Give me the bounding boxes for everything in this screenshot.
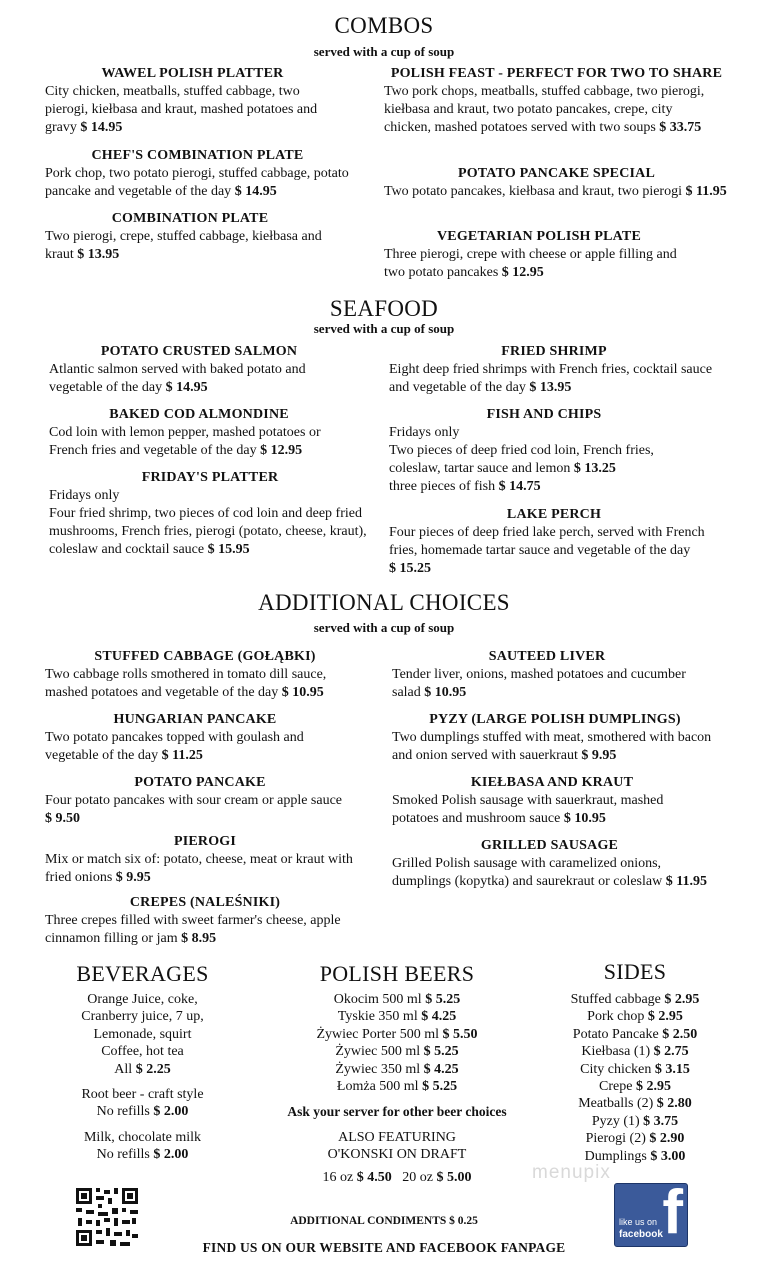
item-desc: Two dumplings stuffed with meat, smothered with bacon and onion served with sauerkraut xyxy=(392,730,712,763)
menu-item xyxy=(392,774,712,828)
item-desc: City chicken, meatballs, stuffed cabbage, two pierogi, kiełbasa and kraut, mashed potatoes and gravy xyxy=(45,84,318,135)
item-desc: Tender liver, onions, mashed potatoes and cucumber salad xyxy=(392,667,686,700)
item-price: $ 14.95 xyxy=(165,380,208,395)
menu-item xyxy=(49,469,371,559)
beverage-line: Cranberry juice, 7 up, xyxy=(81,1009,204,1025)
item-name: POLISH FEAST - PERFECT FOR TWO TO SHARE xyxy=(390,66,723,81)
item-name: WAWEL POLISH PLATTER xyxy=(101,66,284,81)
beer-item xyxy=(272,1008,522,1025)
item-name: VEGETARIAN POLISH PLATE xyxy=(436,229,641,244)
item-name: CREPES (NALEŚNIKI) xyxy=(129,895,281,910)
beer-name: Tyskie 350 ml xyxy=(337,1009,418,1025)
item-name: KIEŁBASA AND KRAUT xyxy=(470,775,634,790)
menu-item xyxy=(45,147,350,201)
facebook-icon: f xyxy=(662,1183,683,1247)
item-price: $ 10.95 xyxy=(563,811,606,826)
side-name: Stuffed cabbage xyxy=(570,992,661,1007)
item-desc: Four potato pancakes with sour cream or apple sauce xyxy=(45,793,343,808)
root-beer-refill: No refills xyxy=(96,1104,150,1120)
item-name: COMBINATION PLATE xyxy=(111,211,269,226)
root-beer-price: $ 2.00 xyxy=(153,1104,189,1120)
item-name: FRIED SHRIMP xyxy=(501,344,607,359)
side-name: Meatballs (2) xyxy=(578,1096,654,1112)
menu-item xyxy=(45,833,365,887)
condiments-note: ADDITIONAL CONDIMENTS $ 0.25 xyxy=(290,1215,478,1227)
side-item xyxy=(530,1043,740,1060)
draft-price-1: $ 4.50 xyxy=(356,1169,392,1185)
facebook-like-badge[interactable] xyxy=(614,1183,688,1247)
beverage-line: Coffee, hot tea xyxy=(101,1044,184,1060)
menu-item xyxy=(45,894,365,948)
draft-size-2: 20 oz xyxy=(402,1169,433,1185)
item-desc: Smoked Polish sausage with sauerkraut, mashed potatoes and mushroom sauce xyxy=(392,793,664,826)
item-name: PYZY (LARGE POLISH DUMPLINGS) xyxy=(429,712,681,727)
draft-size-1: 16 oz xyxy=(322,1169,354,1185)
beer-ask: Ask your server for other beer choices xyxy=(287,1104,507,1120)
beer-name: Okocim 500 ml xyxy=(333,992,422,1007)
item-desc: Two potato pancakes, kiełbasa and kraut, two pierogi xyxy=(384,184,682,199)
beer-item xyxy=(272,991,522,1008)
item-price: $ 14.95 xyxy=(80,120,123,135)
beer-name: Łomża 500 ml xyxy=(336,1079,419,1095)
item-desc: Eight deep fried shrimps with French fries, cocktail sauce and vegetable of the day xyxy=(389,362,713,395)
menu-item xyxy=(45,210,335,264)
item-desc: Mix or match six of: potato, cheese, meat or kraut with fried onions xyxy=(45,852,353,885)
item-name: LAKE PERCH xyxy=(506,507,602,522)
beer-item xyxy=(272,1061,522,1078)
menu-item xyxy=(389,343,719,397)
beverages-list xyxy=(50,991,235,1164)
item-desc: Pork chop, two potato pierogi, stuffed cabbage, potato pancake and vegetable of the day xyxy=(45,166,349,199)
find-us-note: FIND US ON OUR WEBSITE AND FACEBOOK FANPAGE xyxy=(202,1240,566,1255)
root-beer-label: Root beer - craft style xyxy=(81,1087,204,1103)
facebook-word: facebook xyxy=(619,1229,663,1240)
item-name: STUFFED CABBAGE (GOŁĄBKI) xyxy=(94,649,316,664)
draft-prices xyxy=(272,1169,522,1186)
menu-item xyxy=(49,406,349,460)
item-name: BAKED COD ALMONDINE xyxy=(109,407,289,422)
side-item xyxy=(530,1078,740,1095)
item-price: $ 15.25 xyxy=(389,561,431,576)
menu-item xyxy=(45,648,365,702)
item-desc: Four fried shrimp, two pieces of cod loin and deep fried mushrooms, French fries, pierogi (potato, cheese, kraut), coleslaw and cocktail sauce xyxy=(49,506,367,557)
beer-price: $ 5.25 xyxy=(422,1079,458,1095)
item-name: CHEF'S COMBINATION PLATE xyxy=(91,148,304,163)
menu-item xyxy=(45,774,355,828)
side-price: $ 2.90 xyxy=(649,1131,685,1147)
item-desc: Two pork chops, meatballs, stuffed cabbage, two pierogi, kiełbasa and kraut, two potato pancakes, crepe, city chicken, mashed potatoes served with two soups xyxy=(384,84,705,135)
item-desc: Two pierogi, crepe, stuffed cabbage, kiełbasa and kraut xyxy=(45,229,322,262)
item-name: HUNGARIAN PANCAKE xyxy=(113,712,277,727)
menu-item xyxy=(384,65,729,137)
side-item xyxy=(530,1113,740,1130)
sides-title: SIDES xyxy=(603,959,667,984)
item-name: PIEROGI xyxy=(173,834,237,849)
item-desc: Grilled Polish sausage with caramelized onions, dumplings (kopytka) and saurekraut or coleslaw xyxy=(392,856,663,889)
item-price: $ 33.75 xyxy=(659,120,702,135)
item-name: SAUTEED LIVER xyxy=(488,649,606,664)
side-price: $ 2.75 xyxy=(653,1044,689,1060)
item-name: FISH AND CHIPS xyxy=(486,407,602,422)
item-price: $ 10.95 xyxy=(281,685,324,700)
item-price: $ 11.25 xyxy=(161,748,203,763)
item-note: Fridays only xyxy=(389,425,460,440)
menu-item xyxy=(384,165,729,201)
item-price: $ 13.25 xyxy=(573,461,616,476)
side-price: $ 2.95 xyxy=(664,992,700,1007)
side-name: Pyzy (1) xyxy=(591,1113,640,1129)
menu-item xyxy=(45,65,340,137)
menu-item xyxy=(45,711,345,765)
menu-item xyxy=(392,711,718,765)
beverage-line: Orange Juice, coke, xyxy=(87,992,198,1007)
beer-price: $ 5.50 xyxy=(442,1026,478,1042)
item-desc: Two pieces of deep fried cod loin, French fries, coleslaw, tartar sauce and lemon xyxy=(389,443,654,476)
item-price: $ 14.95 xyxy=(234,184,277,199)
item-price: $ 13.95 xyxy=(529,380,572,395)
item-name: POTATO CRUSTED SALMON xyxy=(100,344,298,359)
beer-item xyxy=(272,1043,522,1060)
menu-item xyxy=(389,506,719,578)
item-desc: Atlantic salmon served with baked potato and vegetable of the day xyxy=(49,362,306,395)
milk-refill: No refills xyxy=(96,1147,150,1163)
beverages-title: BEVERAGES xyxy=(76,961,209,986)
item-price: $ 9.95 xyxy=(581,748,617,763)
seafood-subtitle: served with a cup of soup xyxy=(313,321,455,336)
item-name: FRIDAY'S PLATTER xyxy=(141,470,279,485)
side-item xyxy=(530,1130,740,1147)
side-item xyxy=(530,1095,740,1112)
side-price: $ 2.95 xyxy=(635,1079,671,1095)
menu-item xyxy=(49,343,349,397)
side-name: Crepe xyxy=(599,1079,633,1095)
draft-price-2: $ 5.00 xyxy=(436,1169,472,1185)
side-name: Potato Pancake xyxy=(572,1026,659,1042)
side-item xyxy=(530,1026,740,1043)
beer-item xyxy=(272,1026,522,1043)
item-price: $ 10.95 xyxy=(424,685,467,700)
seafood-title: SEAFOOD xyxy=(329,296,439,321)
item-note: Fridays only xyxy=(49,488,120,503)
item-desc: Four pieces of deep fried lake perch, served with French fries, homemade tartar sauce and vegetable of the day xyxy=(389,525,705,558)
item-desc-extra: three pieces of fish xyxy=(389,479,496,494)
item-price: $ 11.95 xyxy=(665,874,707,889)
side-price: $ 2.95 xyxy=(647,1009,683,1025)
beer-price: $ 4.25 xyxy=(421,1009,457,1025)
item-price: $ 9.95 xyxy=(115,870,151,885)
combos-subtitle: served with a cup of soup xyxy=(313,44,455,59)
draft-label: O'KONSKI ON DRAFT xyxy=(327,1147,467,1163)
item-desc: Three pierogi, crepe with cheese or apple filling and two potato pancakes xyxy=(384,247,677,280)
item-price-extra: $ 14.75 xyxy=(498,479,541,494)
side-price: $ 3.00 xyxy=(650,1148,686,1164)
item-desc: Two cabbage rolls smothered in tomato dill sauce, mashed potatoes and vegetable of the day xyxy=(45,667,327,700)
side-name: Kiełbasa (1) xyxy=(581,1044,651,1060)
watermark: menupix xyxy=(532,1162,611,1183)
beer-name: Żywiec Porter 500 ml xyxy=(316,1026,439,1042)
side-item xyxy=(530,1061,740,1078)
side-item xyxy=(530,1008,740,1025)
side-price: $ 2.80 xyxy=(656,1096,692,1112)
sides-list xyxy=(530,991,740,1165)
side-price: $ 3.75 xyxy=(643,1113,679,1129)
milk-label: Milk, chocolate milk xyxy=(83,1129,202,1145)
item-name: GRILLED SAUSAGE xyxy=(480,838,619,853)
combos-title: COMBOS xyxy=(334,13,434,38)
side-name: City chicken xyxy=(580,1061,652,1077)
beers-list xyxy=(272,991,522,1186)
item-name: POTATO PANCAKE xyxy=(134,775,266,790)
side-price: $ 3.15 xyxy=(654,1061,690,1077)
beer-name: Żywiec 500 ml xyxy=(335,1044,421,1060)
item-price: $ 12.95 xyxy=(501,265,544,280)
item-desc: Cod loin with lemon pepper, mashed potatoes or French fries and vegetable of the day xyxy=(49,425,321,458)
facebook-like-text: like us on xyxy=(619,1217,658,1227)
side-item xyxy=(530,991,740,1008)
menu-item xyxy=(384,228,694,282)
item-price: $ 9.50 xyxy=(45,811,80,826)
item-price: $ 11.95 xyxy=(685,184,727,199)
menu-item xyxy=(392,648,702,702)
also-featuring: ALSO FEATURING xyxy=(338,1129,456,1145)
side-price: $ 2.50 xyxy=(662,1026,698,1042)
beer-name: Żywiec 350 ml xyxy=(335,1061,421,1077)
item-desc: Three crepes filled with sweet farmer's cheese, apple cinnamon filling or jam xyxy=(45,913,341,946)
item-price: $ 15.95 xyxy=(207,542,250,557)
beer-price: $ 4.25 xyxy=(423,1061,459,1077)
item-price: $ 13.95 xyxy=(77,247,120,262)
menu-item xyxy=(389,406,699,496)
beers-title: POLISH BEERS xyxy=(319,961,475,986)
menu-item xyxy=(392,837,707,891)
beer-price: $ 5.25 xyxy=(423,1044,459,1060)
item-price: $ 12.95 xyxy=(260,443,303,458)
milk-price: $ 2.00 xyxy=(153,1147,189,1163)
item-price: $ 8.95 xyxy=(181,931,217,946)
side-name: Pierogi (2) xyxy=(585,1131,646,1147)
item-name: POTATO PANCAKE SPECIAL xyxy=(457,166,656,181)
beer-price: $ 5.25 xyxy=(425,992,461,1007)
beer-item xyxy=(272,1078,522,1095)
beverage-all-price: $ 2.25 xyxy=(135,1061,171,1077)
side-name: Pork chop xyxy=(587,1009,645,1025)
beverage-line: Lemonade, squirt xyxy=(93,1026,192,1042)
additional-subtitle: served with a cup of soup xyxy=(313,620,455,635)
additional-title: ADDITIONAL CHOICES xyxy=(258,590,510,615)
side-name: Dumplings xyxy=(584,1148,647,1164)
beverage-all-label: All xyxy=(114,1061,133,1077)
item-desc: Two potato pancakes topped with goulash and vegetable of the day xyxy=(45,730,304,763)
